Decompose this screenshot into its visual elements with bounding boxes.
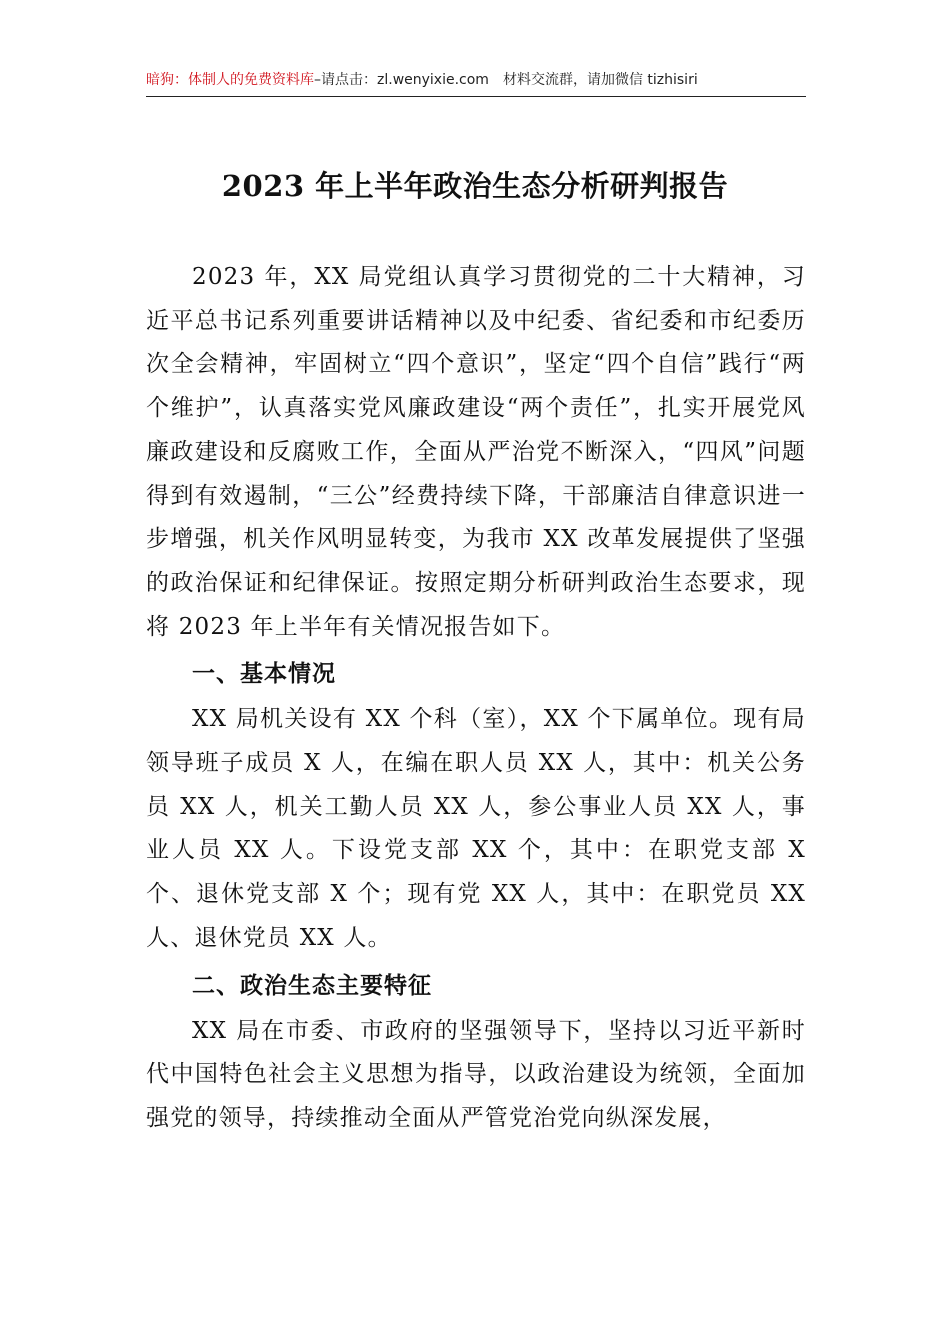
- intro-paragraph: 2023 年，XX 局党组认真学习贯彻党的二十大精神，习近平总书记系列重要讲话精神以及中纪委、省纪委和市纪委历次全会精神，牢固树立“四个意识”，坚定“四个自信”践行“两个维护”，认真落实党风廉政建设“两个责任”，扎实开展党风廉政建设和反腐败工作，全面从严治党不断深入，“四风”问题得到有效遏制，“三公”经费持续下降，干部廉洁自律意识进一步增强，机关作风明显转变，为我市 XX 改革发展提供了坚强的政治保证和纪律保证。按照定期分析研判政治生态要求，现将 2023 年上半年有关情况报告如下。: [146, 264, 806, 640]
- page-header: [146, 66, 806, 97]
- document-body: [146, 256, 806, 1141]
- header-link-prefix: –请点击：: [314, 72, 377, 88]
- document-title: 2023 年上半年政治生态分析研判报告: [221, 169, 729, 203]
- basic-info-paragraph: XX 局机关设有 XX 个科（室），XX 个下属单位。现有局领导班子成员 X 人，在编在职人员 XX 人，其中：机关公务员 XX 人，机关工勤人员 XX 人，参公事业人员 XX 人，事业人员 XX 人。下设党支部 XX 个，其中：在职党支部 X 个、退休党支部 X 个；现有党 XX 人，其中：在职党员 XX 人、退休党员 XX 人。: [146, 706, 806, 951]
- header-contact: 材料交流群，请加微信 tizhisiri: [502, 72, 698, 88]
- political-ecology-paragraph: XX 局在市委、市政府的坚强领导下，坚持以习近平新时代中国特色社会主义思想为指导，以政治建设为统领，全面加强党的领导，持续推动全面从严管党治党向纵深发展，: [146, 1017, 806, 1131]
- header-brand: 暗狗：体制人的免费资料库: [146, 72, 314, 88]
- section-heading-basic-info: 一、基本情况: [192, 661, 336, 688]
- section-heading-political-ecology: 二、政治生态主要特征: [192, 972, 432, 999]
- header-link[interactable]: zl.wenyixie.com: [377, 72, 489, 88]
